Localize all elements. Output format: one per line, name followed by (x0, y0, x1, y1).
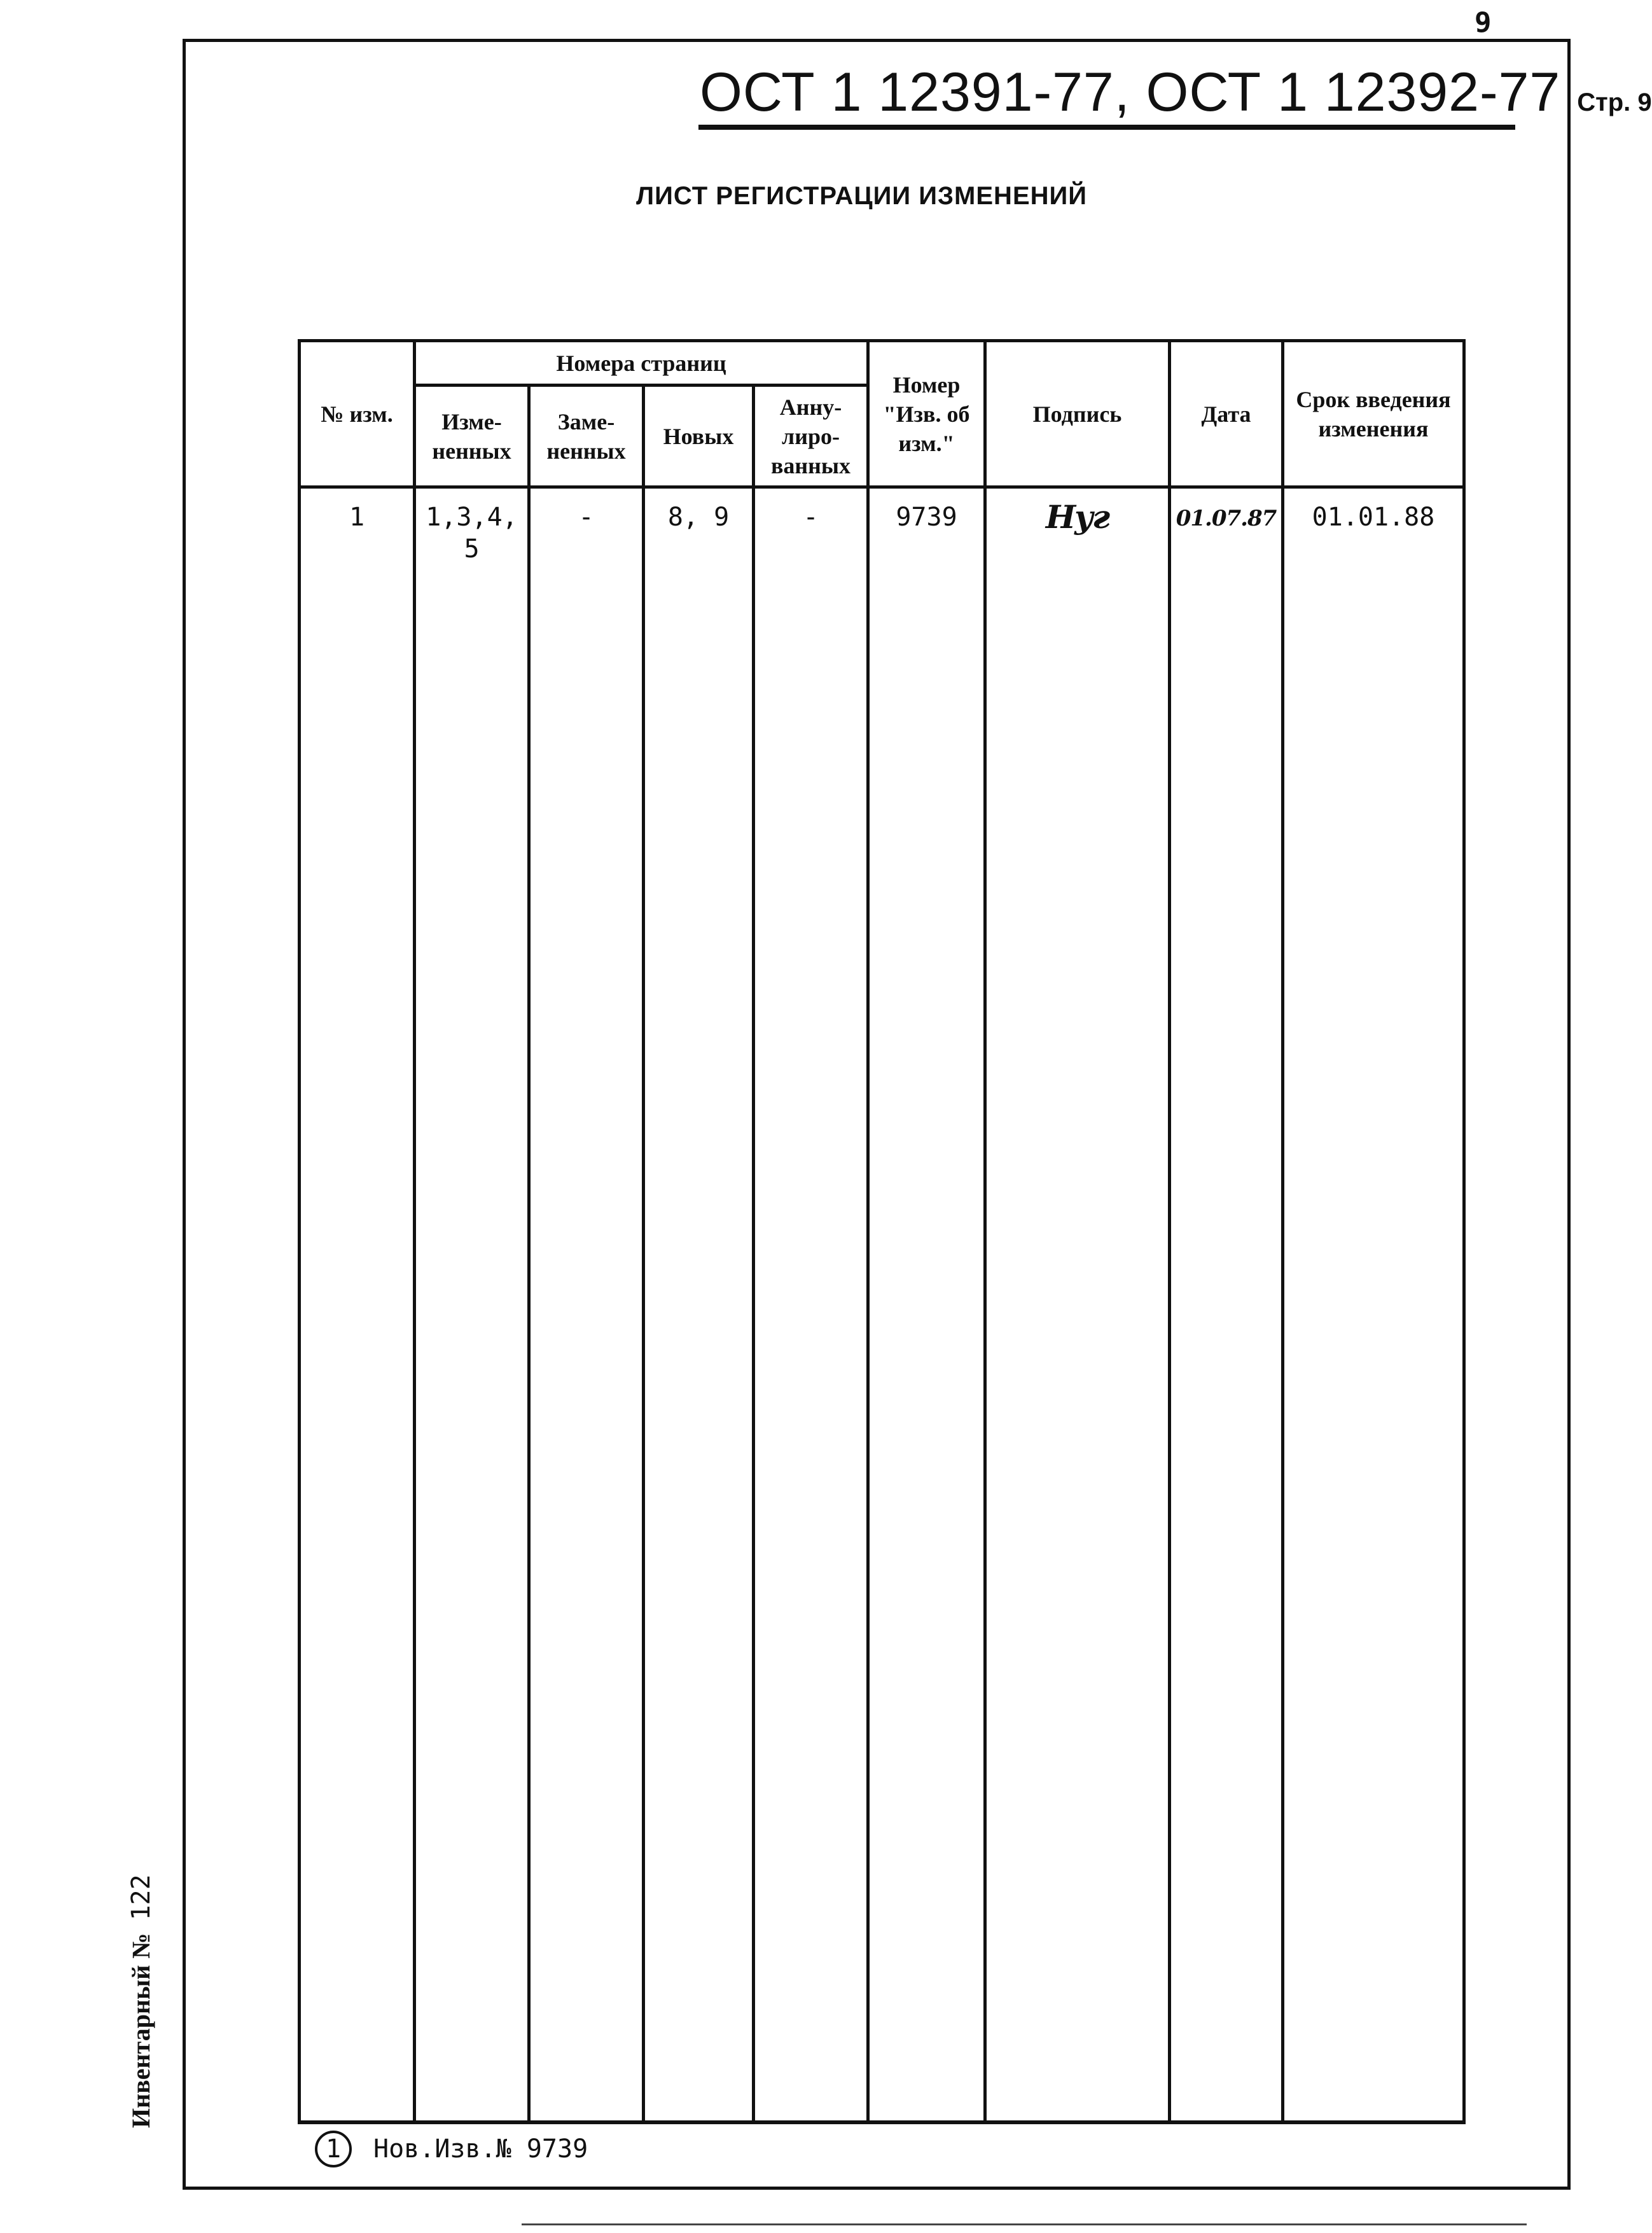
handwritten-date: 01.07.87 (1176, 506, 1277, 531)
cell-replaced-pages: - (529, 487, 644, 2123)
cell-changed-pages: 1,3,4, 5 (415, 487, 529, 2123)
cell-date (1170, 487, 1283, 2123)
scan-edge-line (522, 2223, 1527, 2225)
header-changed-pages: Изме- ненных (415, 386, 529, 487)
inventory-stamp (126, 1874, 156, 2128)
cell-signature (985, 487, 1170, 2123)
cell-notice-no: 9739 (868, 487, 985, 2123)
header-new-pages: Новых (644, 386, 754, 487)
cell-annulled-pages: - (754, 487, 868, 2123)
document-code: ОСТ 1 12391-77, ОСТ 1 12392-77 (700, 62, 1561, 123)
cell-change-no: 1 (300, 487, 415, 2123)
change-registration-table (298, 339, 1466, 2124)
footnote-text: Нов.Изв.№ 9739 (373, 2134, 588, 2164)
header-annulled-pages: Анну- лиро- ванных (754, 386, 868, 487)
document-header (700, 61, 1652, 131)
header-effective-date: Срок введения изменения (1283, 341, 1464, 487)
header-replaced-pages: Заме- ненных (529, 386, 644, 487)
sheet-title: ЛИСТ РЕГИСТРАЦИИ ИЗМЕНЕНИЙ (636, 182, 1088, 210)
cell-effective-date: 01.01.88 (1283, 487, 1464, 2123)
inventory-number: 122 (127, 1874, 156, 1921)
header-signature: Подпись (985, 341, 1170, 487)
inventory-label: Инвентарный № (127, 1933, 155, 2128)
header-page-numbers: Номера страниц (415, 341, 868, 386)
header-underline (698, 125, 1515, 130)
header-date: Дата (1170, 341, 1283, 487)
handwritten-signature: Нуг (1045, 498, 1109, 536)
table-row (300, 487, 1464, 2123)
header-notice-no: Номер "Изв. об изм." (868, 341, 985, 487)
page-number: 9 (1475, 6, 1492, 39)
footnote (315, 2128, 588, 2170)
cell-new-pages: 8, 9 (644, 487, 754, 2123)
footnote-marker: 1 (315, 2131, 352, 2167)
page-reference: Стр. 9 (1577, 88, 1652, 116)
header-change-no: № изм. (300, 341, 415, 487)
